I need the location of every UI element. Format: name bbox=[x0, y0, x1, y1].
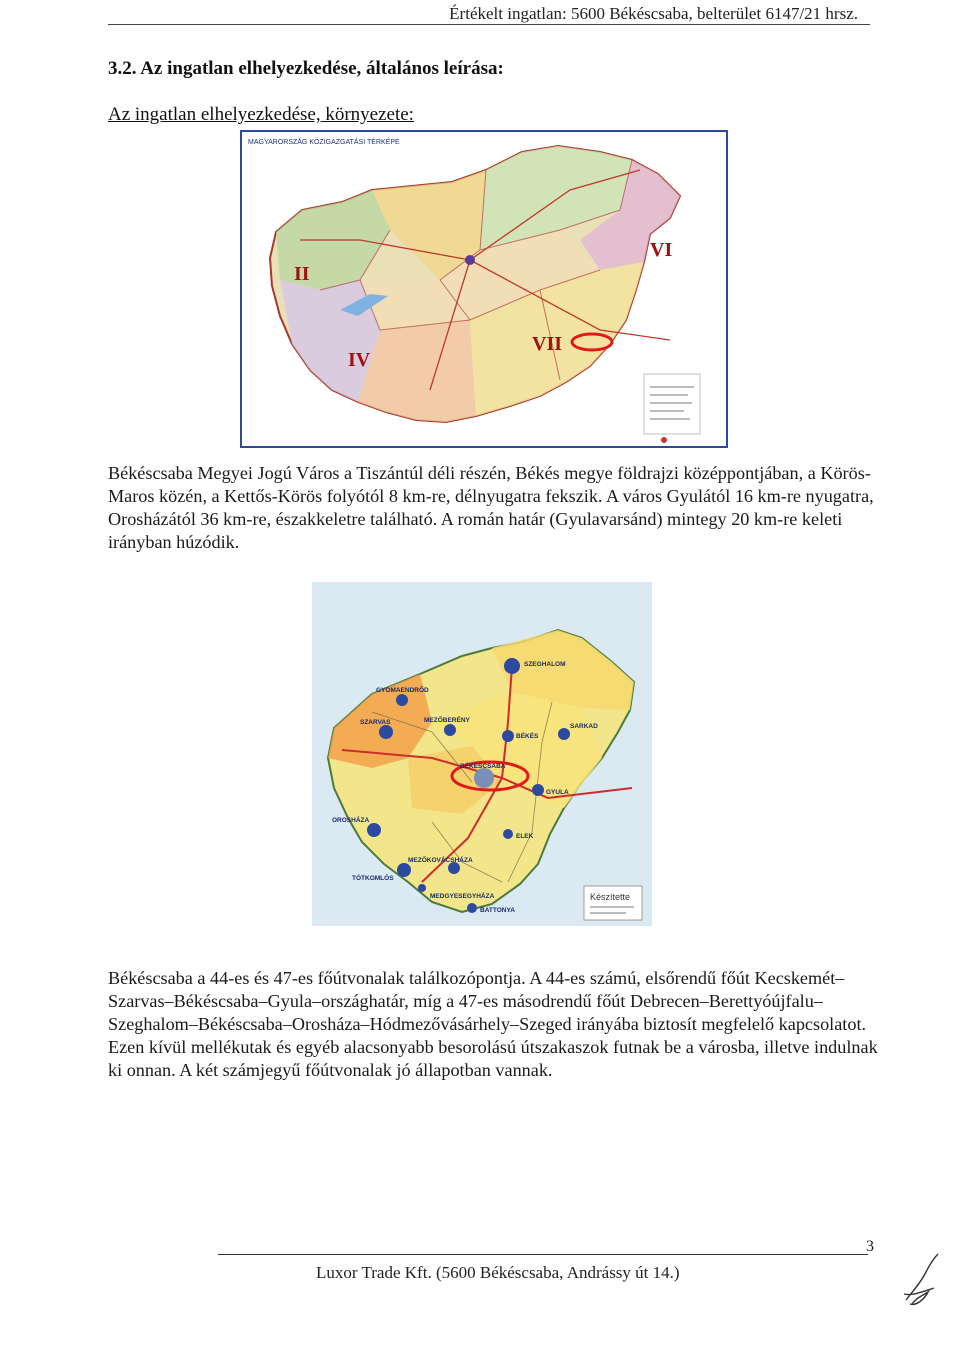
bekes-county-map bbox=[312, 582, 652, 926]
hungary-map-graphic bbox=[240, 130, 728, 448]
footer-rule bbox=[218, 1254, 868, 1255]
section-subheading: Az ingatlan elhelyezkedése, környezete: bbox=[108, 104, 414, 125]
footer-company: Luxor Trade Kft. (5600 Békéscsaba, Andrássy út 14.) bbox=[316, 1263, 680, 1282]
town-label-totkomlos: TÓTKOMLÓS bbox=[352, 875, 394, 882]
credit-label: Készítette bbox=[590, 892, 631, 902]
town-dot-medgyesegyhaza bbox=[418, 884, 426, 892]
region-label-vi: VI bbox=[650, 239, 673, 261]
town-dot-sarkad bbox=[558, 728, 570, 740]
region-label-ii: II bbox=[294, 263, 310, 285]
town-dot-gyula bbox=[532, 784, 544, 796]
signature bbox=[898, 1248, 944, 1308]
town-label-medgyesegyhaza: MEDGYESEGYHÁZA bbox=[430, 893, 495, 900]
section-heading: 3.2. Az ingatlan elhelyezkedése, általános leírása: bbox=[108, 58, 504, 79]
page-number: 3 bbox=[866, 1238, 874, 1255]
town-dot-totkomlos bbox=[397, 863, 411, 877]
town-dot-szarvas bbox=[379, 725, 393, 739]
town-label-gyula: GYULA bbox=[546, 789, 569, 796]
map1-title: MAGYARORSZÁG KÖZIGAZGATÁSI TÉRKÉPE bbox=[248, 139, 400, 146]
header-rule bbox=[108, 24, 870, 25]
roads-paragraph: Békéscsaba a 44-es és 47-es főútvonalak találkozópontja. A 44-es számú, elsőrendű főút Kecskemét–Szarvas–Békéscsaba–Gyula–országhatár, míg a 47-es másodrendű főút Debrecen–Berettyóújfalu–Szeghalom–Békéscsaba–Orosháza–Hódmezővásárhely–Szeged irányába biztosít megfelelő kapcsolatot. Ezen kívül mellékutak és egyéb alacsonyabb besorolású útszakaszok futnak be a városba, illetve indulnak ki onnan. A két számjegyű főútvonalak jó állapotban vannak. bbox=[108, 968, 878, 1080]
town-dot-battonya bbox=[467, 903, 477, 913]
town-label-oroshaza: OROSHÁZA bbox=[332, 817, 370, 824]
town-label-mezobereny: MEZŐBERÉNY bbox=[424, 717, 470, 724]
hungary-admin-map bbox=[240, 130, 728, 448]
town-label-bekes: BÉKÉS bbox=[516, 733, 539, 740]
location-paragraph: Békéscsaba Megyei Jogú Város a Tiszántúl déli részén, Békés megye földrajzi középpontjában, a Körös-Maros közén, a Kettős-Körös folyótól 8 km-re, délnyugatra fekszik. A város Gyulától 16 km-re nyugatra, Orosházától 36 km-re, északkeletre található. A román határ (Gyulavarsánd) mintegy 20 km-re keleti irányban húzódik. bbox=[108, 463, 874, 552]
town-label-elek: ELEK bbox=[516, 833, 534, 840]
town-dot-bekes bbox=[502, 730, 514, 742]
town-dot-bekescsaba bbox=[474, 768, 494, 788]
town-dot-oroshaza bbox=[367, 823, 381, 837]
town-dot-elek bbox=[503, 829, 513, 839]
page-header: Értékelt ingatlan: 5600 Békéscsaba, belterület 6147/21 hrsz. bbox=[449, 4, 858, 23]
town-label-battonya: BATTONYA bbox=[480, 907, 515, 914]
town-label-szarvas: SZARVAS bbox=[360, 719, 391, 726]
town-dot-mezobereny bbox=[444, 724, 456, 736]
town-label-szeghalom: SZEGHALOM bbox=[524, 661, 566, 668]
county-map-graphic bbox=[312, 582, 652, 926]
town-dot-gyomaendrod bbox=[396, 694, 408, 706]
town-dot-szeghalom bbox=[504, 658, 520, 674]
town-label-mezokovacshaza: MEZŐKOVÁCSHÁZA bbox=[408, 857, 473, 864]
region-label-vii: VII bbox=[532, 333, 563, 355]
town-label-sarkad: SARKAD bbox=[570, 723, 598, 730]
town-label-gyomaendrod: GYOMAENDRŐD bbox=[376, 687, 429, 694]
town-label-bekescsaba: BÉKÉSCSABA bbox=[460, 763, 506, 770]
region-label-iv: IV bbox=[348, 349, 371, 371]
